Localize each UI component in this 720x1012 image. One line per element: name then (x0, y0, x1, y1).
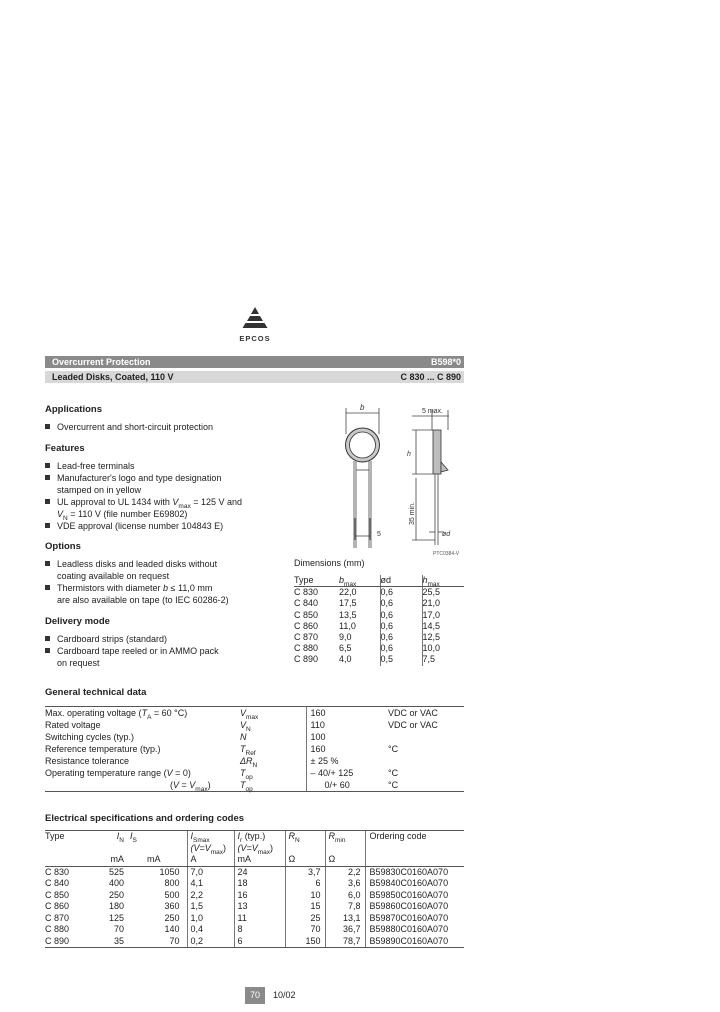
table-row: Reference temperature (typ.) $T_{Ref}$ 160 °C (45, 744, 399, 757)
features-heading: Features (45, 443, 85, 454)
col-d: ød (380, 575, 422, 587)
label-spacing: 5 (377, 531, 381, 538)
type-range: C 830 ... C 890 (400, 372, 461, 382)
dimensions-title: Dimensions (mm) (294, 558, 365, 568)
table-row: C 830 22,0 0,6 25,5 (294, 587, 464, 599)
brand-name: EPCOS (239, 334, 271, 343)
product-code: B598*0 (430, 357, 461, 367)
label-h: h (407, 451, 411, 458)
table-row: C 840 400 800 4,1 18 6 3,6 B59840C0160A070 (45, 878, 464, 890)
table-row: $(V = V_{max})$ $T_{op}$ 0/+ 60 °C (45, 779, 464, 792)
general-table (45, 706, 464, 792)
dimension-drawing (325, 400, 465, 560)
list-item: Cardboard tape reeled or in AMMO pack on request (45, 645, 285, 669)
page-number: 70 (245, 987, 265, 1004)
title-band (45, 356, 464, 368)
list-item: UL approval to UL 1434 with $V_{max} = 125$ V and $V_N = 110$ V (file number E69802) (45, 496, 285, 520)
table-row: Max. operating voltage ($T_A = 60$ °C) $V_{max}$ 160 VDC or VAC (45, 707, 464, 720)
table-row: C 830 525 1050 7,0 24 3,7 2,2 B59830C0160A070 (45, 866, 464, 878)
table-row: C 850 250 500 2,2 16 10 6,0 B59850C0160A070 (45, 890, 464, 902)
page-date: 10/02 (273, 990, 296, 1000)
dimensions-table (294, 575, 464, 666)
table-row: C 890 35 70 0,2 6 150 78,7 B59890C0160A070 (45, 936, 464, 948)
electrical-heading: Electrical specifications and ordering codes (45, 813, 245, 824)
table-row: C 880 70 140 0,4 8 70 36,7 B59880C0160A070 (45, 924, 464, 936)
options-heading: Options (45, 541, 81, 552)
dimensions-header-row (294, 575, 464, 587)
list-item: Leadless disks and leaded disks without coating available on request (45, 558, 285, 582)
electrical-table (45, 830, 464, 948)
list-item: Cardboard strips (standard) (45, 633, 285, 645)
features-list (45, 460, 285, 532)
label-5max: 5 max. (422, 408, 444, 415)
applications-heading: Applications (45, 404, 103, 415)
col-b: $b_{max}$ (339, 575, 380, 587)
label-d: ød (442, 531, 451, 538)
applications-list (45, 421, 275, 433)
table-row: Switching cycles (typ.) N 100 (45, 731, 464, 743)
label-b: b (360, 403, 365, 412)
drawing-ref: PTC0384-V (433, 551, 460, 557)
general-heading: General technical data (45, 687, 147, 698)
list-item: Lead-free terminals (45, 460, 285, 472)
epcos-logo (230, 306, 280, 343)
label-35min: 35 min. (409, 502, 416, 525)
page-subtitle: Leaded Disks, Coated, 110 V (52, 372, 174, 382)
electrical-header-row: Type $I_N$ $I_S$ $I_{Smax}$ $I_r$ (typ.) $R_N$ $R_{min}$ Ordering code (45, 831, 464, 843)
table-row: C 850 13,5 0,6 17,0 (294, 610, 464, 621)
table-row: Rated voltage $V_N$ 110 VDC or VAC (45, 720, 438, 733)
table-row: C 880 6,5 0,6 10,0 (294, 643, 464, 654)
col-h: $h_{max}$ (422, 575, 464, 587)
table-row: C 870 9,0 0,6 12,5 (294, 632, 464, 643)
table-row: Resistance tolerance $\Delta R_N$ ± 25 % (45, 755, 464, 767)
list-item: VDE approval (license number 104843 E) (45, 520, 285, 532)
table-row: Operating temperature range (V = 0) $T_{op}$ – 40/+ 125 °C (45, 768, 399, 781)
subtitle-band (45, 371, 464, 383)
list-item: Overcurrent and short-circuit protection (45, 421, 275, 433)
electrical-units-row: mA mA A mA Ω Ω (45, 854, 464, 866)
table-row: C 840 17,5 0,6 21,0 (294, 598, 464, 609)
list-item: Thermistors with diameter b ≤ 11,0 mm are also available on tape (to IEC 60286-2) (45, 582, 285, 606)
delivery-list (45, 633, 285, 669)
list-item: Manufacturer's logo and type designation stamped on in yellow (45, 472, 285, 496)
table-row: C 890 4,0 0,5 7,5 (294, 654, 464, 665)
table-row: C 860 180 360 1,5 13 15 7,8 B59860C0160A070 (45, 901, 464, 913)
electrical-header-row-2: $(V=V_{max})$ $(V=V_{max})$ (45, 843, 464, 855)
epcos-logo-icon (238, 306, 272, 332)
col-type: Type (294, 575, 339, 587)
options-list (45, 558, 285, 606)
table-row: C 870 125 250 1,0 11 25 13,1 B59870C0160A070 (45, 913, 464, 925)
delivery-heading: Delivery mode (45, 616, 110, 627)
table-row: C 860 11,0 0,6 14,5 (294, 621, 464, 632)
page-title: Overcurrent Protection (52, 357, 151, 367)
